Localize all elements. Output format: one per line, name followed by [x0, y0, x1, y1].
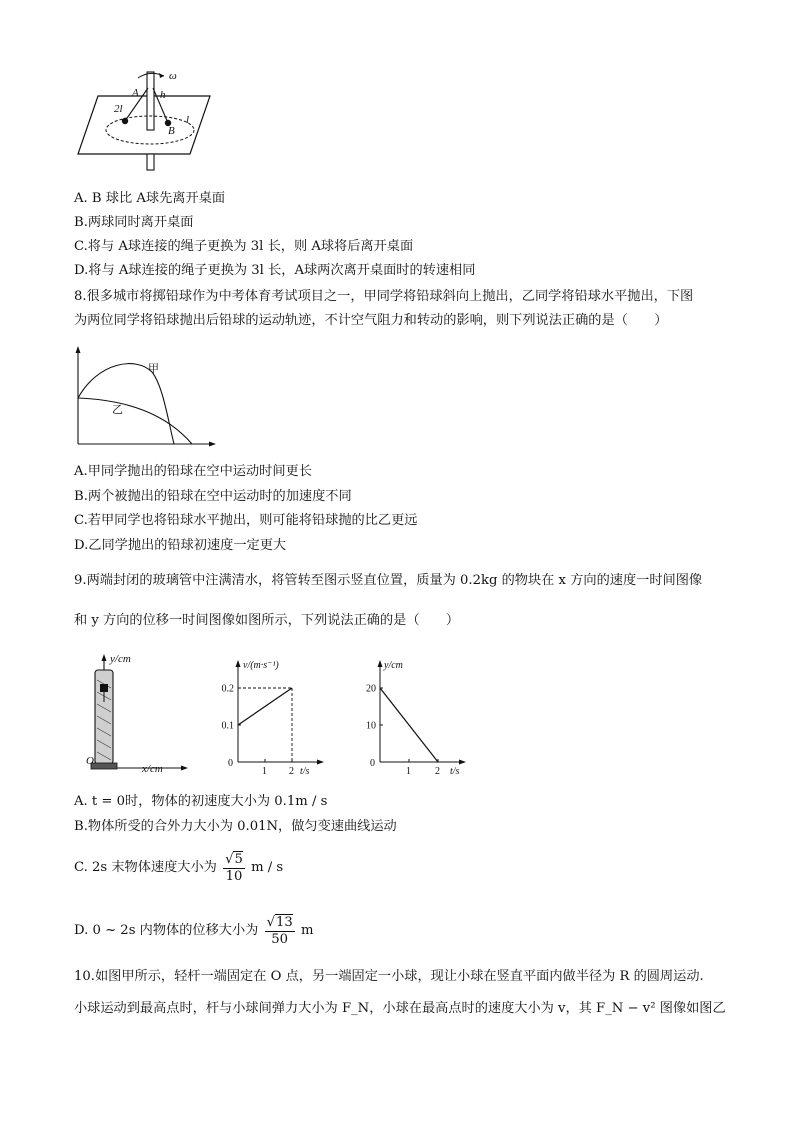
- y-chart-x-tick-label: 1: [406, 766, 411, 777]
- q9-option-a: A. t = 0时，物体的初速度大小为 0.1m / s: [74, 794, 328, 809]
- q8-option-b: B.两个被抛出的铅球在空中运动时的加速度不同: [74, 489, 352, 504]
- q7-option-b: B.两球同时离开桌面: [74, 215, 194, 230]
- q7-option-d: D.将与 A球连接的绳子更换为 3l 长，A球两次离开桌面时的转速相同: [74, 263, 476, 278]
- rotating-table-figure: [70, 66, 230, 176]
- q9-stem-line2: 和 y 方向的位移一时间图像如图所示，下列说法正确的是（ ）: [74, 613, 460, 628]
- q9-option-d-num: 13: [275, 914, 293, 930]
- v-chart-x-tick-label: 2: [289, 766, 294, 777]
- label-2l: 2l: [114, 103, 123, 115]
- y-chart-y-tick-label: 10: [366, 720, 376, 732]
- q8-option-c: C.若甲同学也将铅球水平抛出，则可能将铅球抛的比乙更远: [74, 513, 418, 528]
- y-chart-xlabel: t/s: [450, 766, 460, 777]
- q9-option-c-num: 5: [234, 851, 243, 867]
- v-chart-x-tick-label: 1: [262, 766, 267, 777]
- q9-option-c-unit: m / s: [251, 860, 284, 875]
- label-b: B: [168, 125, 175, 137]
- q8-stem-line2: 为两位同学将铅球抛出后铅球的运动轨迹，不计空气阻力和转动的影响，则下列说法正确的是（ ）: [74, 313, 668, 328]
- y-chart-origin-label: 0: [370, 758, 375, 769]
- v-chart-y-tick-label: 0.1: [221, 720, 234, 732]
- q10-line1: 10.如图甲所示，轻杆一端固定在 O 点，另一端固定一小球，现让小球在竖直平面内做半径为 R 的圆周运动.: [74, 969, 704, 984]
- q9-option-c-den: 10: [225, 868, 243, 884]
- q8-option-d: D.乙同学抛出的铅球初速度一定更大: [74, 538, 287, 553]
- velocity-time-chart: [210, 654, 330, 778]
- label-yi: 乙: [112, 404, 123, 416]
- label-h: h: [160, 89, 166, 101]
- q9-option-d: [74, 913, 313, 949]
- omega-label: ω: [169, 70, 177, 82]
- tube-origin-label: O: [86, 755, 94, 767]
- displacement-time-chart: [350, 654, 470, 778]
- q9-option-d-prefix: D. 0 ~ 2s 内物体的位移大小为: [74, 923, 259, 938]
- label-a: A: [132, 87, 139, 99]
- label-l: l: [186, 114, 190, 126]
- y-chart-series-line: [380, 688, 438, 762]
- q9-option-d-den: 50: [271, 931, 289, 947]
- q8-option-a: A.甲同学抛出的铅球在空中运动时间更长: [74, 464, 312, 479]
- tube-y-label: y/cm: [110, 653, 131, 665]
- label-jia: 甲: [148, 363, 159, 375]
- shot-put-trajectory-figure: [68, 342, 218, 452]
- q10-line2: 小球运动到最高点时，杆与小球间弹力大小为 F_N，小球在最高点时的速度大小为 v，其 F_N − v² 图像如图乙: [74, 1001, 726, 1016]
- q7-option-a: A. B 球比 A球先离开桌面: [74, 191, 226, 206]
- q7-option-c: C.将与 A球连接的绳子更换为 3l 长，则 A球将后离开桌面: [74, 239, 414, 254]
- v-chart-origin-label: 0: [228, 758, 233, 769]
- v-chart-series-line: [238, 688, 292, 725]
- y-chart-x-tick-label: 2: [435, 766, 440, 777]
- v-chart-ylabel: v/(m·s⁻¹): [243, 660, 279, 671]
- q9-option-d-fraction: $\frac{√13}{50}$: [266, 914, 293, 947]
- v-chart-xlabel: t/s: [300, 766, 310, 777]
- y-chart-y-tick-label: 20: [366, 683, 376, 695]
- q9-option-d-unit: m: [300, 923, 314, 938]
- glass-tube-figure: [80, 650, 190, 780]
- q9-option-c-prefix: C. 2s 末物体速度大小为: [74, 860, 217, 875]
- tube-x-label: x/cm: [142, 763, 163, 775]
- v-chart-y-tick-label: 0.2: [221, 683, 234, 695]
- q9-option-c: [74, 850, 283, 886]
- q8-stem-line1: 8.很多城市将掷铅球作为中考体育考试项目之一，甲同学将铅球斜向上抛出，乙同学将铅球水平抛出，下图: [74, 289, 694, 304]
- y-chart-ylabel: y/cm: [384, 660, 403, 671]
- q9-stem-line1: 9.两端封闭的玻璃管中注满清水，将管转至图示竖直位置，质量为 0.2kg 的物块在 x 方向的速度一时间图像: [74, 573, 703, 588]
- q9-option-c-fraction: $\frac{√5}{10}$: [225, 851, 243, 884]
- q9-option-b: B.物体所受的合外力大小为 0.01N，做匀变速曲线运动: [74, 819, 397, 834]
